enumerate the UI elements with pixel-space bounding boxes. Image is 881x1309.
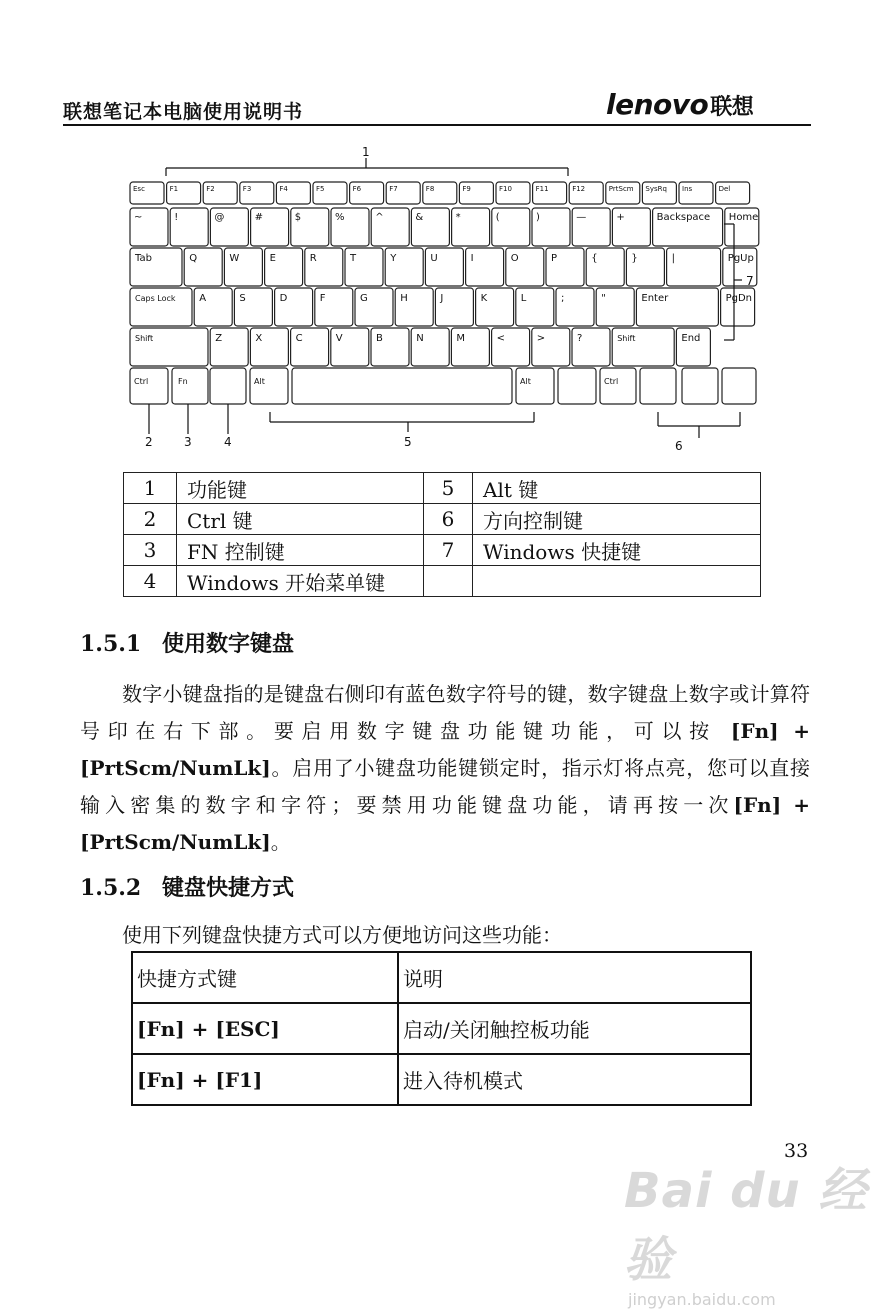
key-label: L — [520, 293, 527, 304]
key-label: B — [376, 333, 383, 344]
key-label: ! — [174, 212, 179, 223]
key-label: Esc — [133, 185, 145, 193]
keyboard-key — [292, 368, 512, 404]
key-label: & — [415, 212, 424, 223]
keyboard-diagram — [122, 140, 762, 460]
key-label: ? — [577, 333, 583, 344]
shortcut-row — [132, 1054, 751, 1105]
key-label: Ctrl — [604, 377, 619, 386]
keyboard-key — [640, 368, 676, 404]
key-label: F6 — [352, 185, 362, 193]
key-label: $ — [294, 212, 302, 223]
key-label: PrtScm — [608, 185, 634, 193]
key-label: Del — [718, 185, 731, 193]
key-label: } — [631, 253, 638, 264]
legend-cell: 4 — [124, 566, 177, 597]
legend-cell: 2 — [124, 504, 177, 535]
legend-cell: 7 — [424, 535, 473, 566]
key-label: W — [229, 253, 240, 264]
key-label: I — [470, 253, 474, 264]
legend-cell — [424, 566, 473, 597]
legend-cell: 功能键 — [177, 473, 424, 504]
legend-row — [124, 535, 761, 566]
lenovo-logo — [606, 88, 753, 121]
keyboard-key — [250, 368, 288, 404]
key-label: F12 — [572, 185, 586, 193]
key-label: — — [576, 212, 587, 223]
key-combo: [Fn] +[PrtScm/NumLk] — [80, 719, 810, 780]
key-label: F9 — [462, 185, 471, 193]
key-label: G — [360, 293, 368, 304]
baidu-watermark — [624, 1152, 881, 1309]
key-label: Tab — [135, 253, 152, 264]
legend-cell: Windows 开始菜单键 — [177, 566, 424, 597]
legend-cell: 3 — [124, 535, 177, 566]
shortcuts-intro: 使用下列键盘快捷方式可以方便地访问这些功能： — [122, 923, 562, 947]
key-label: D — [279, 293, 288, 304]
key-label: S — [239, 293, 246, 304]
key-label: PgDn — [725, 293, 753, 304]
key-label: U — [430, 253, 438, 264]
key-label: V — [335, 333, 343, 344]
section-title: 键盘快捷方式 — [162, 876, 295, 901]
key-label: F — [319, 293, 326, 304]
key-label: Y — [390, 253, 397, 264]
callout-number: 4 — [224, 435, 232, 449]
key-label: Ctrl — [134, 377, 149, 386]
key-label: Alt — [520, 377, 531, 386]
key-label: ( — [495, 212, 500, 223]
shortcut-row — [132, 1003, 751, 1054]
key-label: K — [480, 293, 488, 304]
watermark-brand: Bai du 经验 — [624, 1163, 868, 1288]
key-combo: [Fn] +[PrtScm/NumLk] — [80, 793, 811, 854]
key-label: F1 — [169, 185, 179, 193]
key-label: Enter — [641, 293, 669, 304]
legend-cell: 方向控制键 — [473, 504, 761, 535]
key-label: % — [335, 212, 345, 223]
key-label: " — [601, 293, 606, 304]
para-text: 。 — [270, 830, 291, 854]
key-label: Shift — [617, 334, 636, 343]
shortcut-description: 进入待机模式 — [398, 1054, 751, 1105]
section-heading-numeric-keypad — [80, 627, 294, 658]
key-label: C — [295, 333, 303, 344]
legend-cell: Ctrl 键 — [177, 504, 424, 535]
key-label: H — [400, 293, 408, 304]
key-label: ) — [536, 212, 540, 223]
para-text: 数字小键盘指的是键盘右侧印有蓝色数字符号的键，数字键盘上数字或计算符号印在右下部。要启用数字键盘功能键功能，可以按 — [80, 682, 810, 743]
legend-cell: Windows 快捷键 — [473, 535, 761, 566]
keyboard-key — [600, 368, 636, 404]
keyboard-key — [682, 368, 718, 404]
legend-cell: 1 — [124, 473, 177, 504]
key-label: SysRq — [645, 185, 667, 193]
callout-number: 1 — [362, 145, 370, 159]
section-title: 使用数字键盘 — [162, 632, 295, 657]
section-heading-keyboard-shortcuts — [80, 871, 294, 902]
watermark-url: jingyan.baidu.com — [628, 1290, 776, 1309]
document-header-title: 联想笔记本电脑使用说明书 — [63, 101, 304, 123]
key-label: F10 — [499, 185, 512, 193]
key-label: End — [681, 333, 701, 344]
key-label: F11 — [535, 185, 549, 193]
key-label: ^ — [375, 212, 384, 223]
legend-cell: 5 — [424, 473, 473, 504]
keyboard-key — [130, 368, 168, 404]
section-number: 1.5.1 — [80, 631, 142, 657]
key-label: F4 — [279, 185, 288, 193]
shortcut-header-cell: 说明 — [398, 952, 751, 1003]
key-label: E — [269, 253, 276, 264]
key-label: Q — [189, 253, 198, 264]
shortcut-header-cell: 快捷方式键 — [132, 952, 398, 1003]
key-label: Fn — [178, 377, 188, 386]
key-label: Z — [215, 333, 223, 344]
legend-row — [124, 566, 761, 597]
legend-cell: Alt 键 — [473, 473, 761, 504]
key-label: O — [510, 253, 519, 264]
page-number: 33 — [784, 1140, 809, 1162]
key-label: F8 — [425, 185, 435, 193]
legend-cell: 6 — [424, 504, 473, 535]
shortcut-key: [Fn] + [F1] — [132, 1054, 398, 1105]
keyboard-legend-table — [123, 472, 761, 597]
key-label: F2 — [206, 185, 215, 193]
key-label: + — [616, 212, 625, 223]
para-text: 。启用了小键盘功能键锁定时，指示灯将点亮，您可以直接输入密集的数字和字符；要禁用功能键盘功能，请再按一次 — [80, 756, 810, 817]
key-label: T — [350, 253, 357, 264]
callout-number: 5 — [404, 435, 412, 449]
key-label: A — [199, 293, 207, 304]
section-number: 1.5.2 — [80, 875, 142, 901]
key-label: F3 — [242, 185, 252, 193]
keyboard-key — [722, 368, 756, 404]
key-label: R — [309, 253, 317, 264]
key-label: P — [551, 253, 558, 264]
key-label: PgUp — [727, 253, 754, 264]
key-label: Caps Lock — [135, 294, 176, 303]
legend-row — [124, 473, 761, 504]
shortcut-description: 启动/关闭触控板功能 — [398, 1003, 751, 1054]
callout-number: 6 — [675, 439, 683, 453]
key-label: > — [536, 333, 546, 344]
key-label: * — [455, 212, 461, 223]
keyboard-key — [210, 368, 246, 404]
key-label: < — [496, 333, 505, 344]
shortcut-key: [Fn] + [ESC] — [132, 1003, 398, 1054]
logo-text: lenovo — [606, 88, 709, 121]
key-label: F5 — [316, 185, 325, 193]
keyboard-key — [172, 368, 208, 404]
shortcut-header-row — [132, 952, 751, 1003]
key-label: N — [416, 333, 424, 344]
key-label: Shift — [135, 334, 154, 343]
key-label: J — [440, 293, 444, 304]
key-label: M — [456, 333, 466, 344]
legend-cell: FN 控制键 — [177, 535, 424, 566]
key-label: X — [255, 333, 263, 344]
callout-number: 3 — [184, 435, 192, 449]
legend-cell — [473, 566, 761, 597]
key-label: @ — [214, 212, 225, 223]
key-label: Backspace — [656, 212, 711, 223]
key-label: ; — [561, 293, 565, 304]
key-label: Home — [728, 212, 759, 223]
key-label: F7 — [389, 185, 398, 193]
legend-row — [124, 504, 761, 535]
key-label: # — [254, 212, 263, 223]
callout-number: 7 — [746, 274, 754, 288]
callout-number: 2 — [145, 435, 153, 449]
keyboard-key — [516, 368, 554, 404]
key-label: { — [591, 253, 598, 264]
key-label: | — [671, 253, 675, 264]
logo-chinese-text: 联想 — [710, 95, 754, 120]
shortcut-table — [131, 951, 752, 1106]
key-label: ~ — [134, 212, 143, 223]
key-label: Ins — [682, 185, 693, 193]
header-rule — [63, 124, 811, 126]
numeric-keypad-paragraph — [80, 676, 810, 861]
keyboard-key — [558, 368, 596, 404]
key-label: Alt — [254, 377, 265, 386]
